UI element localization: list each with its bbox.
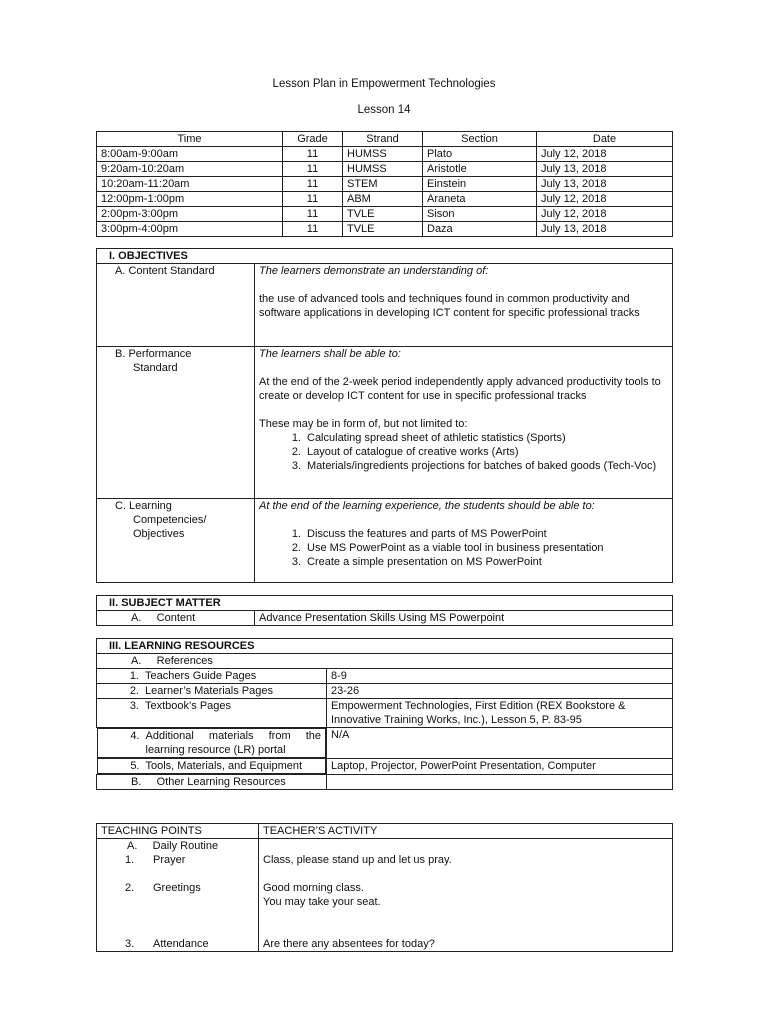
cell-grade: 11 — [283, 192, 343, 207]
cell-date: July 12, 2018 — [537, 207, 673, 222]
cell-date: July 13, 2018 — [537, 162, 673, 177]
list-item — [101, 853, 254, 867]
list-text: Materials/ingredients projections for batches of baked goods (Tech-Voc) — [307, 460, 657, 472]
teaching-points-header: TEACHING POINTS — [97, 824, 259, 839]
table-row — [97, 699, 673, 728]
cell-grade: 11 — [283, 162, 343, 177]
cell-time: 10:20am-11:20am — [97, 177, 283, 192]
cell-date: July 12, 2018 — [537, 147, 673, 162]
cell-time: 12:00pm-1:00pm — [97, 192, 283, 207]
other-resources-label: B. Other Learning Resources — [97, 775, 327, 790]
cell-time: 9:20am-10:20am — [97, 162, 283, 177]
competency-label-line-3: Objectives — [133, 528, 185, 540]
activity-attendance: Are there any absentees for today? — [263, 938, 435, 950]
lesson-number: Lesson 14 — [357, 104, 411, 116]
resource-value: 8-9 — [327, 669, 673, 684]
teachers-activity-cell — [259, 839, 673, 952]
cell-time: 3:00pm-4:00pm — [97, 222, 283, 237]
competencies-cell — [255, 499, 673, 583]
teachers-activity-header: TEACHER’S ACTIVITY — [259, 824, 673, 839]
document-title: Lesson Plan in Empowerment Technologies — [272, 78, 496, 90]
header-date: Date — [537, 132, 673, 147]
cell-section: Araneta — [423, 192, 537, 207]
cell-grade: 11 — [283, 207, 343, 222]
list-text: Layout of catalogue of creative works (Arts) — [307, 446, 519, 458]
table-row — [97, 177, 673, 192]
cell-date: July 12, 2018 — [537, 192, 673, 207]
list-number: 2. — [291, 446, 301, 458]
header-grade: Grade — [283, 132, 343, 147]
schedule-table — [96, 131, 673, 237]
cell-time: 2:00pm-3:00pm — [97, 207, 283, 222]
list-item — [101, 881, 254, 895]
cell-time: 8:00am-9:00am — [97, 147, 283, 162]
other-resources-value — [327, 775, 673, 790]
cell-strand: HUMSS — [343, 162, 423, 177]
resource-number: 3. — [129, 700, 139, 712]
table-row — [97, 162, 673, 177]
content-standard-label: A. Content Standard — [97, 264, 255, 347]
performance-intro: The learners shall be able to: — [259, 348, 401, 360]
resource-value: Empowerment Technologies, First Edition (REX Bookstore & Innovative Training Works, Inc.), Lesson 5, P. 83-95 — [327, 699, 673, 728]
resource-label-text: Learner’s Materials Pages — [145, 685, 273, 697]
table-row — [97, 684, 673, 699]
header-time: Time — [97, 132, 283, 147]
list-number: 2. — [125, 882, 135, 894]
performance-body: At the end of the 2-week period independently apply advanced productivity tools to create or develop ICT content for use in specific professional tracks — [259, 376, 661, 402]
table-row — [97, 222, 673, 237]
list-text: Use MS PowerPoint as a viable tool in business presentation — [307, 542, 604, 554]
cell-grade: 11 — [283, 222, 343, 237]
activity-prayer: Class, please stand up and let us pray. — [263, 854, 452, 866]
list-number: 3. — [291, 460, 301, 472]
table-row — [97, 207, 673, 222]
resource-label — [97, 684, 327, 699]
schedule-header-row — [97, 132, 673, 147]
cell-section: Aristotle — [423, 162, 537, 177]
list-text: Discuss the features and parts of MS PowerPoint — [307, 528, 547, 540]
competency-intro: At the end of the learning experience, the students should be able to: — [259, 500, 595, 512]
resource-label — [97, 758, 327, 774]
performance-label-line-1: B. Performance — [115, 348, 192, 360]
resource-value: Laptop, Projector, PowerPoint Presentation, Computer — [327, 758, 673, 775]
table-row — [97, 669, 673, 684]
competencies-label — [97, 499, 255, 583]
resource-value: N/A — [327, 728, 673, 759]
subject-matter-table — [96, 595, 673, 626]
list-item — [283, 555, 668, 569]
list-item — [101, 937, 254, 951]
resources-heading: III. LEARNING RESOURCES — [97, 639, 673, 654]
resource-label-text: Teachers Guide Pages — [145, 670, 257, 682]
content-standard-intro: The learners demonstrate an understanding of: — [259, 265, 489, 277]
teaching-points-cell — [97, 839, 259, 952]
performance-list-intro: These may be in form of, but not limited to: — [259, 418, 468, 430]
list-item — [283, 459, 668, 473]
list-text: Calculating spread sheet of athletic statistics (Sports) — [307, 432, 566, 444]
references-label: A. References — [97, 654, 673, 669]
teaching-point-attendance: Attendance — [153, 938, 209, 950]
performance-label-line-2: Standard — [133, 362, 178, 374]
cell-section: Plato — [423, 147, 537, 162]
cell-strand: TVLE — [343, 222, 423, 237]
performance-standard-label — [97, 347, 255, 499]
competency-label-line-2: Competencies/ — [133, 514, 207, 526]
resource-number: 5. — [130, 760, 140, 772]
resource-label — [97, 699, 327, 728]
cell-strand: HUMSS — [343, 147, 423, 162]
resource-label — [97, 669, 327, 684]
table-row — [97, 192, 673, 207]
cell-strand: TVLE — [343, 207, 423, 222]
table-row — [97, 758, 673, 775]
teaching-table — [96, 823, 673, 952]
list-number: 3. — [291, 556, 301, 568]
content-standard-cell — [255, 264, 673, 347]
subject-matter-heading: II. SUBJECT MATTER — [97, 596, 673, 611]
table-row — [97, 728, 673, 759]
resource-number: 1. — [129, 670, 139, 682]
content-standard-body: the use of advanced tools and techniques found in common productivity and software applications in developing ICT content for specific professional tracks — [259, 293, 640, 319]
daily-routine-label: A. Daily Routine — [127, 840, 219, 852]
resource-number: 2. — [129, 685, 139, 697]
objectives-table — [96, 248, 673, 583]
list-item — [283, 527, 668, 541]
resource-value: 23-26 — [327, 684, 673, 699]
header-section: Section — [423, 132, 537, 147]
subject-content-label: A. Content — [97, 611, 255, 626]
list-number: 3. — [125, 938, 135, 950]
teaching-point-prayer: Prayer — [153, 854, 186, 866]
list-item — [283, 431, 668, 445]
resource-label-text: Textbook’s Pages — [145, 700, 232, 712]
list-item — [283, 541, 668, 555]
list-number: 1. — [125, 854, 135, 866]
cell-grade: 11 — [283, 177, 343, 192]
resource-label-text: Tools, Materials, and Equipment — [145, 760, 303, 772]
activity-greetings-2: You may take your seat. — [263, 896, 381, 908]
cell-strand: ABM — [343, 192, 423, 207]
list-item — [283, 445, 668, 459]
competency-list — [283, 527, 668, 569]
header-strand: Strand — [343, 132, 423, 147]
activity-greetings: Good morning class. — [263, 882, 364, 894]
cell-date: July 13, 2018 — [537, 222, 673, 237]
list-number: 1. — [291, 528, 301, 540]
learning-resources-table — [96, 638, 673, 790]
table-row — [97, 147, 673, 162]
objectives-heading: I. OBJECTIVES — [97, 249, 673, 264]
list-number: 2. — [291, 542, 301, 554]
cell-grade: 11 — [283, 147, 343, 162]
list-number: 1. — [291, 432, 301, 444]
performance-standard-cell — [255, 347, 673, 499]
cell-date: July 13, 2018 — [537, 177, 673, 192]
resource-number: 4. — [130, 730, 140, 742]
subject-content-value: Advance Presentation Skills Using MS Powerpoint — [255, 611, 673, 626]
teaching-point-greetings: Greetings — [153, 882, 201, 894]
cell-section: Sison — [423, 207, 537, 222]
resource-label — [97, 728, 327, 758]
cell-section: Daza — [423, 222, 537, 237]
cell-section: Einstein — [423, 177, 537, 192]
cell-strand: STEM — [343, 177, 423, 192]
resource-label-text: Additional materials from the learning resource (LR) portal — [145, 730, 321, 756]
list-text: Create a simple presentation on MS PowerPoint — [307, 556, 542, 568]
competency-label-line-1: C. Learning — [115, 500, 172, 512]
performance-list — [283, 431, 668, 473]
